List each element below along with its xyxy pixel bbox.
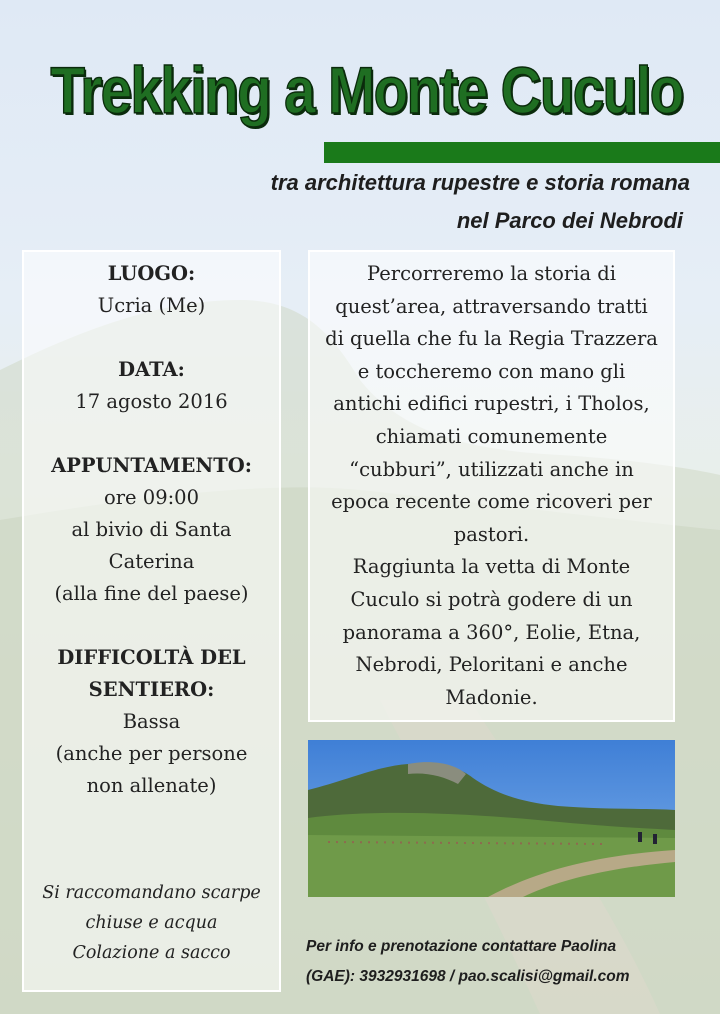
- description-line: panorama a 360°, Eolie, Etna,: [342, 620, 641, 644]
- details-column: [22, 258, 281, 802]
- place-label: LUOGO:: [107, 262, 196, 285]
- description-line: chiamati comunemente: [375, 424, 608, 448]
- description-line: quest’area, attraversando tratti: [335, 294, 648, 318]
- description-line: epoca recente come ricoveri per: [331, 490, 652, 514]
- place-value: Ucria (Me): [97, 294, 206, 317]
- meeting-line: Caterina: [108, 550, 195, 573]
- mountain-photo: [308, 740, 675, 897]
- meeting-label: APPUNTAMENTO:: [51, 454, 252, 477]
- mountain-photo-illustration: [308, 740, 675, 897]
- description-line: Raggiunta la vetta di Monte: [352, 555, 631, 579]
- description-text: [310, 258, 673, 714]
- date-value: 17 agosto 2016: [75, 390, 228, 413]
- description-line: Percorreremo la storia di: [367, 262, 616, 285]
- difficulty-line: (anche per persone: [55, 742, 248, 765]
- difficulty-label: DIFFICOLTÀ DEL: [57, 646, 246, 669]
- recommendation-line: chiuse e acqua: [85, 913, 218, 933]
- recommendation-line: Si raccomandano scarpe: [42, 883, 261, 903]
- meeting-line: al bivio di Santa: [71, 518, 232, 541]
- subtitle-line-1: tra architettura rupestre e storia romana: [270, 170, 690, 195]
- description-line: Cuculo si potrà godere di un: [350, 587, 633, 611]
- recommendation-note: [22, 878, 281, 968]
- contact-line-1: Per info e prenotazione contattare Paolina: [306, 938, 617, 955]
- subtitle-line-2: nel Parco dei Nebrodi: [456, 208, 683, 233]
- difficulty-line: Bassa: [122, 710, 181, 733]
- date-label: DATA:: [118, 358, 185, 381]
- recommendation-line: Colazione a sacco: [72, 943, 231, 963]
- description-line: Nebrodi, Peloritani e anche: [355, 653, 628, 677]
- description-line: di quella che fu la Regia Trazzera: [325, 327, 658, 351]
- description-line: e toccheremo con mano gli: [357, 359, 626, 383]
- meeting-line: (alla fine del paese): [54, 582, 249, 605]
- description-line: Madonie.: [445, 685, 538, 709]
- contact-info: [306, 932, 706, 992]
- description-line: antichi edifici rupestri, i Tholos,: [333, 392, 650, 416]
- description-line: pastori.: [453, 522, 530, 546]
- description-line: “cubburi”, utilizzati anche in: [349, 457, 634, 481]
- title-underline-bar: [324, 142, 720, 163]
- page-title: Trekking a Monte Cuculo: [50, 53, 683, 127]
- contact-line-2: (GAE): 3932931698 / pao.scalisi@gmail.com: [306, 968, 630, 985]
- difficulty-label: SENTIERO:: [88, 678, 215, 701]
- difficulty-line: non allenate): [86, 774, 217, 797]
- meeting-line: ore 09:00: [104, 486, 199, 509]
